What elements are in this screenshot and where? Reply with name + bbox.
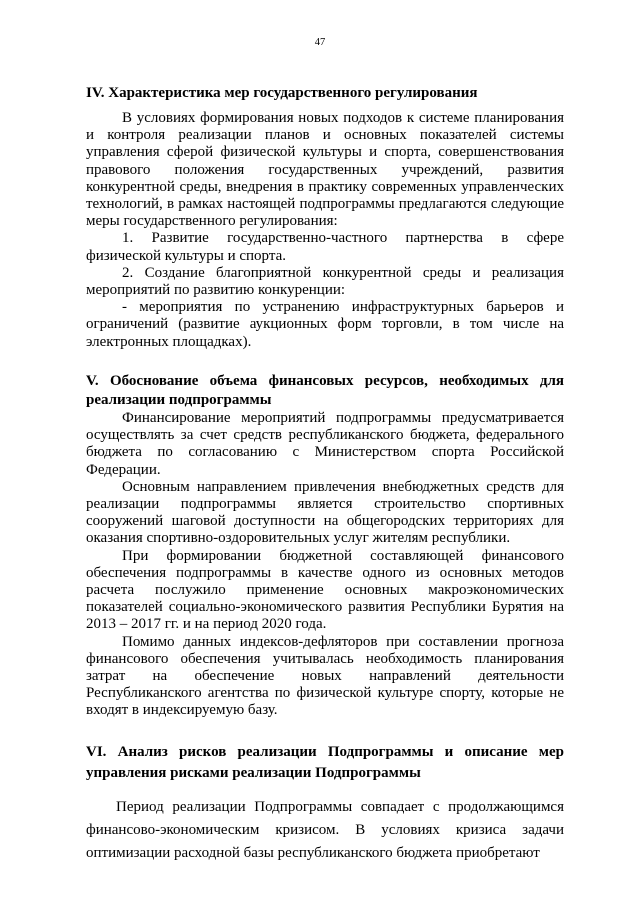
paragraph: 1. Развитие государственно-частного партнерства в сфере физической культуры и спорта. [86, 230, 564, 264]
paragraph: Период реализации Подпрограммы совпадает с продолжающимся финансово-экономическим кризисом. В условиях кризиса задачи оптимизации расходной базы республиканского бюджета приобретают [86, 799, 564, 861]
paragraph: В условиях формирования новых подходов к системе планирования и контроля реализации планов и основных показателей системы управления сферой физической культуры и спорта, совершенствования правового положения государственных учреждений, развития конкурентной среды, внедрения в практику современных управленческих технологий, в рамках настоящей подпрограммы предлагаются следующие меры государственного регулирования: [86, 110, 564, 230]
section-measures [86, 84, 564, 351]
page-number: 47 [314, 37, 326, 48]
section-heading: IV. Характеристика мер государственного регулирования [86, 85, 478, 101]
section-heading: V. Обоснование объема финансовых ресурсов, необходимых для реализации подпрограммы [86, 373, 564, 408]
paragraph: Основным направлением привлечения внебюджетных средств для реализации подпрограммы является строительство спортивных сооружений шаговой доступности на общегородских территориях для оказания спортивно-оздоровительных услуг жителям республики. [86, 478, 564, 547]
paragraph: Помимо данных индексов-дефляторов при составлении прогноза финансового обеспечения учитывалась необходимость планирования затрат на обеспечение новых направлений деятельности Республиканского агентства по физической культуре спорту, которые не входят в индексируемую базу. [86, 633, 564, 719]
paragraph: При формировании бюджетной составляющей финансового обеспечения подпрограммы в качестве одного из основных методов расчета послужило применение основных макроэкономических показателей социально-экономического развития Республики Бурятия на 2013 – 2017 гг. и на период 2020 года. [86, 547, 564, 633]
section-financing [86, 372, 564, 720]
paragraph: - мероприятия по устранению инфраструктурных барьеров и ограничений (развитие аукционных форм торговли, в том числе на электронных площадках). [86, 299, 564, 350]
paragraph: 2. Создание благоприятной конкурентной среды и реализация мероприятий по развитию конкуренции: [86, 264, 564, 299]
paragraph: Финансирование мероприятий подпрограммы предусматривается осуществлять за счет средств республиканского бюджета, федерального бюджета по согласованию с Министерством спорта Российской Федерации. [86, 410, 564, 478]
section-heading: VI. Анализ рисков реализации Подпрограммы и описание мер управления рисками реализации Подпрограммы [86, 744, 564, 781]
section-risks [86, 742, 564, 865]
